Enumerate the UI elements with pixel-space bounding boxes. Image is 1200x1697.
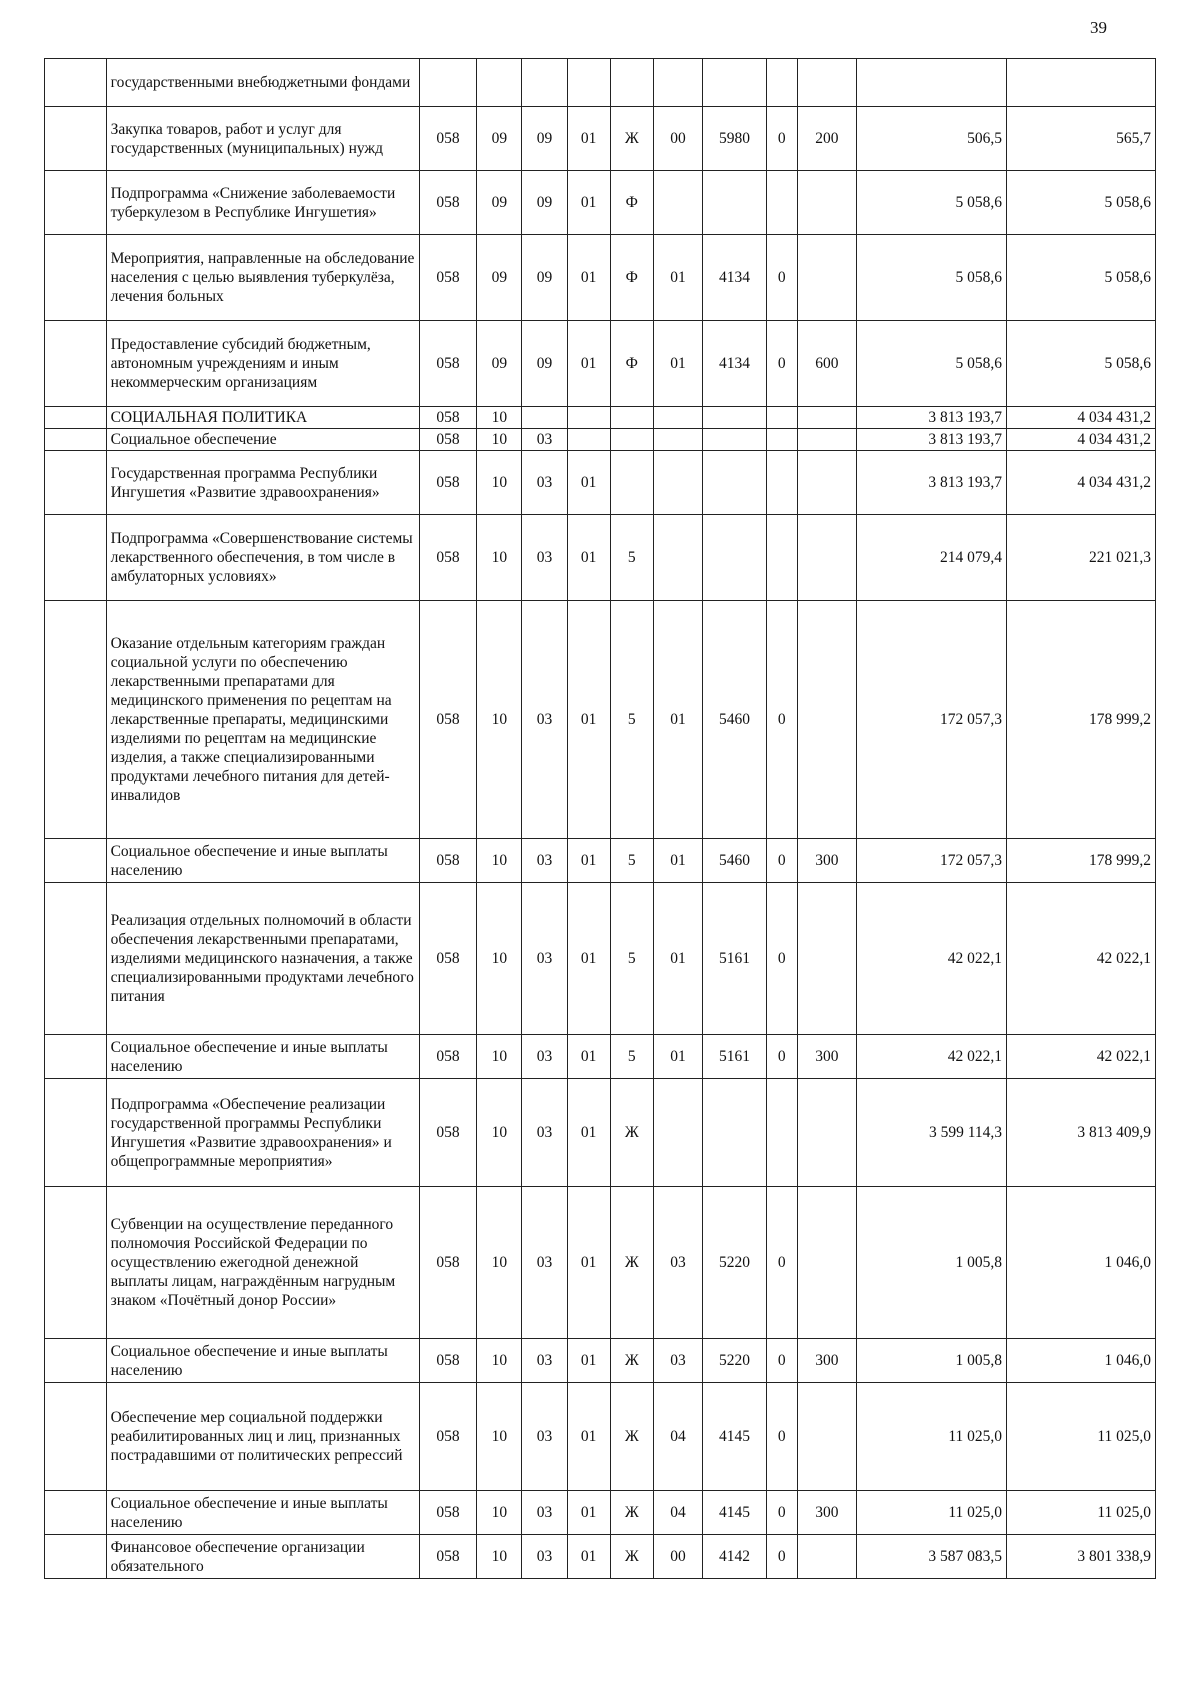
amount-year2-cell: 11 025,0 — [1007, 1383, 1156, 1491]
main-event-code-cell — [653, 1079, 702, 1187]
admin-code-cell: 058 — [419, 1491, 477, 1535]
item-name-cell: государственными внебюджетными фондами — [106, 59, 419, 107]
subprogram-code-cell: 5 — [610, 601, 653, 839]
admin-code-cell: 058 — [419, 235, 477, 321]
admin-code-cell: 058 — [419, 407, 477, 429]
section-code-cell: 10 — [477, 601, 522, 839]
amount-year1-cell: 3 599 114,3 — [857, 1079, 1007, 1187]
row-number-cell — [45, 171, 107, 235]
program-code-cell: 01 — [567, 451, 610, 515]
table-row — [45, 235, 1156, 321]
main-event-code-cell: 01 — [653, 839, 702, 883]
subprogram-code-cell — [610, 407, 653, 429]
program-code-cell: 01 — [567, 107, 610, 171]
program-code-cell: 01 — [567, 235, 610, 321]
table-row — [45, 321, 1156, 407]
direction-code-cell — [703, 515, 767, 601]
subsection-code-cell — [522, 407, 567, 429]
main-event-code-cell: 01 — [653, 1035, 702, 1079]
subsection-code-cell: 03 — [522, 429, 567, 451]
program-code-cell: 01 — [567, 1383, 610, 1491]
section-code-cell: 10 — [477, 1339, 522, 1383]
direction-code-cell: 4145 — [703, 1383, 767, 1491]
direction-code-cell: 5220 — [703, 1187, 767, 1339]
table-row — [45, 1491, 1156, 1535]
amount-year2-cell: 221 021,3 — [1007, 515, 1156, 601]
amount-year1-cell: 172 057,3 — [857, 601, 1007, 839]
expense-type-code-cell — [797, 883, 857, 1035]
main-event-code-cell: 01 — [653, 321, 702, 407]
item-name-cell: Закупка товаров, работ и услуг для государственных (муниципальных) нужд — [106, 107, 419, 171]
direction-code-cell — [703, 407, 767, 429]
admin-code-cell: 058 — [419, 321, 477, 407]
expense-type-code-cell: 600 — [797, 321, 857, 407]
admin-code-cell: 058 — [419, 883, 477, 1035]
admin-code-cell: 058 — [419, 171, 477, 235]
expense-type-code-cell — [797, 451, 857, 515]
row-number-cell — [45, 1383, 107, 1491]
subsection-code-cell: 03 — [522, 1339, 567, 1383]
direction-code-cell: 4145 — [703, 1491, 767, 1535]
amount-year2-cell: 178 999,2 — [1007, 839, 1156, 883]
section-code-cell: 09 — [477, 235, 522, 321]
main-event-code-cell: 03 — [653, 1339, 702, 1383]
admin-code-cell: 058 — [419, 515, 477, 601]
amount-year2-cell: 4 034 431,2 — [1007, 429, 1156, 451]
main-event-code-cell — [653, 59, 702, 107]
section-code-cell: 10 — [477, 1491, 522, 1535]
subsection-code-cell: 09 — [522, 171, 567, 235]
amount-year1-cell: 5 058,6 — [857, 235, 1007, 321]
subsection-code-cell: 03 — [522, 1491, 567, 1535]
table-row — [45, 107, 1156, 171]
section-code-cell: 10 — [477, 451, 522, 515]
subdirection-code-cell — [766, 1079, 797, 1187]
direction-code-cell: 5161 — [703, 883, 767, 1035]
amount-year1-cell: 3 813 193,7 — [857, 451, 1007, 515]
program-code-cell: 01 — [567, 601, 610, 839]
row-number-cell — [45, 515, 107, 601]
subprogram-code-cell: Ж — [610, 1079, 653, 1187]
row-number-cell — [45, 1035, 107, 1079]
item-name-cell: Государственная программа Республики Ингушетия «Развитие здравоохранения» — [106, 451, 419, 515]
main-event-code-cell — [653, 451, 702, 515]
subdirection-code-cell: 0 — [766, 1491, 797, 1535]
subprogram-code-cell: 5 — [610, 839, 653, 883]
main-event-code-cell — [653, 429, 702, 451]
subsection-code-cell: 03 — [522, 1035, 567, 1079]
expense-type-code-cell — [797, 407, 857, 429]
subprogram-code-cell — [610, 59, 653, 107]
expense-type-code-cell — [797, 235, 857, 321]
subdirection-code-cell: 0 — [766, 601, 797, 839]
subdirection-code-cell: 0 — [766, 1339, 797, 1383]
item-name-cell: Социальное обеспечение и иные выплаты населению — [106, 1491, 419, 1535]
amount-year2-cell: 3 801 338,9 — [1007, 1535, 1156, 1579]
amount-year1-cell: 5 058,6 — [857, 321, 1007, 407]
expense-type-code-cell — [797, 1079, 857, 1187]
subdirection-code-cell: 0 — [766, 321, 797, 407]
subprogram-code-cell: 5 — [610, 1035, 653, 1079]
row-number-cell — [45, 451, 107, 515]
amount-year1-cell: 42 022,1 — [857, 1035, 1007, 1079]
expense-type-code-cell: 200 — [797, 107, 857, 171]
subdirection-code-cell: 0 — [766, 883, 797, 1035]
subdirection-code-cell: 0 — [766, 107, 797, 171]
subdirection-code-cell: 0 — [766, 1383, 797, 1491]
amount-year2-cell: 5 058,6 — [1007, 171, 1156, 235]
subprogram-code-cell — [610, 451, 653, 515]
expense-type-code-cell: 300 — [797, 1339, 857, 1383]
direction-code-cell: 4142 — [703, 1535, 767, 1579]
amount-year2-cell: 178 999,2 — [1007, 601, 1156, 839]
main-event-code-cell: 04 — [653, 1491, 702, 1535]
admin-code-cell: 058 — [419, 429, 477, 451]
admin-code-cell: 058 — [419, 1535, 477, 1579]
program-code-cell: 01 — [567, 839, 610, 883]
subprogram-code-cell: 5 — [610, 515, 653, 601]
direction-code-cell: 5220 — [703, 1339, 767, 1383]
amount-year2-cell — [1007, 59, 1156, 107]
row-number-cell — [45, 601, 107, 839]
page-number: 39 — [1090, 18, 1107, 37]
subsection-code-cell: 09 — [522, 235, 567, 321]
item-name-cell: Оказание отдельным категориям граждан социальной услуги по обеспечению лекарственными препаратами для медицинского применения по рецептам на лекарственные препараты, медицинскими изделиями по рецептам на медицинские изделия, а также специализированными продуктами лечебного питания для детей-инвалидов — [106, 601, 419, 839]
subdirection-code-cell: 0 — [766, 839, 797, 883]
subsection-code-cell: 09 — [522, 321, 567, 407]
item-name-cell: Подпрограмма «Обеспечение реализации государственной программы Республики Ингушетия «Развитие здравоохранения» и общепрограммные мероприятия» — [106, 1079, 419, 1187]
section-code-cell: 10 — [477, 883, 522, 1035]
subdirection-code-cell — [766, 171, 797, 235]
subsection-code-cell: 03 — [522, 1187, 567, 1339]
expense-type-code-cell — [797, 601, 857, 839]
amount-year1-cell — [857, 59, 1007, 107]
table-row — [45, 59, 1156, 107]
amount-year2-cell: 3 813 409,9 — [1007, 1079, 1156, 1187]
amount-year2-cell: 4 034 431,2 — [1007, 407, 1156, 429]
subprogram-code-cell: Ж — [610, 1187, 653, 1339]
main-event-code-cell — [653, 515, 702, 601]
row-number-cell — [45, 1491, 107, 1535]
admin-code-cell: 058 — [419, 1339, 477, 1383]
direction-code-cell: 5980 — [703, 107, 767, 171]
section-code-cell: 10 — [477, 515, 522, 601]
subprogram-code-cell: Ж — [610, 1535, 653, 1579]
item-name-cell: Обеспечение мер социальной поддержки реабилитированных лиц и лиц, признанных пострадавшими от политических репрессий — [106, 1383, 419, 1491]
expense-type-code-cell — [797, 515, 857, 601]
subsection-code-cell: 03 — [522, 601, 567, 839]
program-code-cell: 01 — [567, 1491, 610, 1535]
direction-code-cell: 5460 — [703, 601, 767, 839]
table-row — [45, 429, 1156, 451]
table-row — [45, 883, 1156, 1035]
budget-table — [44, 58, 1156, 1579]
direction-code-cell — [703, 429, 767, 451]
section-code-cell: 09 — [477, 171, 522, 235]
expense-type-code-cell: 300 — [797, 1491, 857, 1535]
item-name-cell: Социальное обеспечение и иные выплаты населению — [106, 1035, 419, 1079]
admin-code-cell: 058 — [419, 107, 477, 171]
expense-type-code-cell — [797, 59, 857, 107]
amount-year2-cell: 5 058,6 — [1007, 321, 1156, 407]
subdirection-code-cell — [766, 429, 797, 451]
admin-code-cell: 058 — [419, 451, 477, 515]
subsection-code-cell: 09 — [522, 107, 567, 171]
main-event-code-cell: 03 — [653, 1187, 702, 1339]
direction-code-cell — [703, 171, 767, 235]
main-event-code-cell: 04 — [653, 1383, 702, 1491]
main-event-code-cell: 01 — [653, 601, 702, 839]
subprogram-code-cell — [610, 429, 653, 451]
admin-code-cell: 058 — [419, 1079, 477, 1187]
row-number-cell — [45, 1535, 107, 1579]
item-name-cell: Социальное обеспечение и иные выплаты населению — [106, 839, 419, 883]
amount-year2-cell: 5 058,6 — [1007, 235, 1156, 321]
amount-year1-cell: 3 813 193,7 — [857, 429, 1007, 451]
subprogram-code-cell: 5 — [610, 883, 653, 1035]
subsection-code-cell: 03 — [522, 451, 567, 515]
table-row — [45, 1035, 1156, 1079]
amount-year2-cell: 565,7 — [1007, 107, 1156, 171]
direction-code-cell: 4134 — [703, 321, 767, 407]
amount-year2-cell: 42 022,1 — [1007, 1035, 1156, 1079]
budget-table-body — [45, 59, 1156, 1579]
subdirection-code-cell — [766, 59, 797, 107]
expense-type-code-cell: 300 — [797, 1035, 857, 1079]
expense-type-code-cell: 300 — [797, 839, 857, 883]
item-name-cell: Субвенции на осуществление переданного полномочия Российской Федерации по осуществлению ежегодной денежной выплаты лицам, награждённым нагрудным знаком «Почётный донор России» — [106, 1187, 419, 1339]
subdirection-code-cell — [766, 407, 797, 429]
table-row — [45, 1187, 1156, 1339]
subdirection-code-cell: 0 — [766, 235, 797, 321]
item-name-cell: Реализация отдельных полномочий в области обеспечения лекарственными препаратами, изделиями медицинского назначения, а также специализированными продуктами лечебного питания — [106, 883, 419, 1035]
amount-year2-cell: 42 022,1 — [1007, 883, 1156, 1035]
subsection-code-cell: 03 — [522, 515, 567, 601]
admin-code-cell: 058 — [419, 1383, 477, 1491]
subprogram-code-cell: Ж — [610, 1339, 653, 1383]
amount-year1-cell: 1 005,8 — [857, 1187, 1007, 1339]
section-code-cell: 10 — [477, 1187, 522, 1339]
item-name-cell: Социальное обеспечение — [106, 429, 419, 451]
program-code-cell: 01 — [567, 321, 610, 407]
item-name-cell: Финансовое обеспечение организации обязательного — [106, 1535, 419, 1579]
row-number-cell — [45, 429, 107, 451]
row-number-cell — [45, 883, 107, 1035]
subsection-code-cell: 03 — [522, 1535, 567, 1579]
main-event-code-cell: 00 — [653, 1535, 702, 1579]
main-event-code-cell — [653, 407, 702, 429]
table-row — [45, 1079, 1156, 1187]
expense-type-code-cell — [797, 171, 857, 235]
row-number-cell — [45, 1339, 107, 1383]
amount-year2-cell: 1 046,0 — [1007, 1339, 1156, 1383]
item-name-cell: Мероприятия, направленные на обследование населения с целью выявления туберкулёза, лечения больных — [106, 235, 419, 321]
direction-code-cell — [703, 451, 767, 515]
direction-code-cell — [703, 59, 767, 107]
program-code-cell: 01 — [567, 1339, 610, 1383]
program-code-cell: 01 — [567, 1079, 610, 1187]
subdirection-code-cell — [766, 515, 797, 601]
subdirection-code-cell: 0 — [766, 1035, 797, 1079]
direction-code-cell: 5460 — [703, 839, 767, 883]
row-number-cell — [45, 1187, 107, 1339]
amount-year2-cell: 11 025,0 — [1007, 1491, 1156, 1535]
direction-code-cell: 4134 — [703, 235, 767, 321]
admin-code-cell: 058 — [419, 601, 477, 839]
main-event-code-cell: 01 — [653, 883, 702, 1035]
program-code-cell: 01 — [567, 1187, 610, 1339]
subprogram-code-cell: Ф — [610, 235, 653, 321]
amount-year1-cell: 5 058,6 — [857, 171, 1007, 235]
table-row — [45, 601, 1156, 839]
program-code-cell: 01 — [567, 1535, 610, 1579]
row-number-cell — [45, 107, 107, 171]
section-code-cell: 10 — [477, 1383, 522, 1491]
section-code-cell: 09 — [477, 107, 522, 171]
amount-year2-cell: 4 034 431,2 — [1007, 451, 1156, 515]
item-name-cell: Социальное обеспечение и иные выплаты населению — [106, 1339, 419, 1383]
subprogram-code-cell: Ф — [610, 321, 653, 407]
expense-type-code-cell — [797, 1383, 857, 1491]
section-code-cell: 10 — [477, 429, 522, 451]
table-row — [45, 1383, 1156, 1491]
amount-year1-cell: 172 057,3 — [857, 839, 1007, 883]
amount-year2-cell: 1 046,0 — [1007, 1187, 1156, 1339]
table-row — [45, 451, 1156, 515]
program-code-cell — [567, 429, 610, 451]
section-code-cell: 09 — [477, 321, 522, 407]
subdirection-code-cell — [766, 451, 797, 515]
amount-year1-cell: 11 025,0 — [857, 1491, 1007, 1535]
item-name-cell: Подпрограмма «Снижение заболеваемости туберкулезом в Республике Ингушетия» — [106, 171, 419, 235]
section-code-cell: 10 — [477, 839, 522, 883]
admin-code-cell: 058 — [419, 839, 477, 883]
section-code-cell: 10 — [477, 1535, 522, 1579]
program-code-cell: 01 — [567, 1035, 610, 1079]
row-number-cell — [45, 235, 107, 321]
item-name-cell: СОЦИАЛЬНАЯ ПОЛИТИКА — [106, 407, 419, 429]
subsection-code-cell — [522, 59, 567, 107]
section-code-cell: 10 — [477, 407, 522, 429]
direction-code-cell: 5161 — [703, 1035, 767, 1079]
amount-year1-cell: 1 005,8 — [857, 1339, 1007, 1383]
admin-code-cell: 058 — [419, 1035, 477, 1079]
main-event-code-cell: 01 — [653, 235, 702, 321]
program-code-cell: 01 — [567, 515, 610, 601]
subprogram-code-cell: Ж — [610, 1491, 653, 1535]
program-code-cell — [567, 407, 610, 429]
row-number-cell — [45, 839, 107, 883]
main-event-code-cell — [653, 171, 702, 235]
amount-year1-cell: 3 587 083,5 — [857, 1535, 1007, 1579]
table-row — [45, 1535, 1156, 1579]
row-number-cell — [45, 59, 107, 107]
subsection-code-cell: 03 — [522, 1079, 567, 1187]
item-name-cell: Предоставление субсидий бюджетным, автономным учреждениям и иным некоммерческим организациям — [106, 321, 419, 407]
amount-year1-cell: 3 813 193,7 — [857, 407, 1007, 429]
row-number-cell — [45, 321, 107, 407]
subdirection-code-cell: 0 — [766, 1535, 797, 1579]
amount-year1-cell: 42 022,1 — [857, 883, 1007, 1035]
amount-year1-cell: 506,5 — [857, 107, 1007, 171]
subprogram-code-cell: Ж — [610, 107, 653, 171]
table-row — [45, 171, 1156, 235]
table-row — [45, 839, 1156, 883]
subsection-code-cell: 03 — [522, 883, 567, 1035]
table-row — [45, 515, 1156, 601]
subprogram-code-cell: Ж — [610, 1383, 653, 1491]
admin-code-cell — [419, 59, 477, 107]
amount-year1-cell: 11 025,0 — [857, 1383, 1007, 1491]
subdirection-code-cell: 0 — [766, 1187, 797, 1339]
admin-code-cell: 058 — [419, 1187, 477, 1339]
row-number-cell — [45, 407, 107, 429]
expense-type-code-cell — [797, 429, 857, 451]
expense-type-code-cell — [797, 1187, 857, 1339]
table-row — [45, 407, 1156, 429]
expense-type-code-cell — [797, 1535, 857, 1579]
item-name-cell: Подпрограмма «Совершенствование системы лекарственного обеспечения, в том числе в амбулаторных условиях» — [106, 515, 419, 601]
subsection-code-cell: 03 — [522, 839, 567, 883]
section-code-cell — [477, 59, 522, 107]
subprogram-code-cell: Ф — [610, 171, 653, 235]
amount-year1-cell: 214 079,4 — [857, 515, 1007, 601]
table-row — [45, 1339, 1156, 1383]
program-code-cell: 01 — [567, 883, 610, 1035]
main-event-code-cell: 00 — [653, 107, 702, 171]
section-code-cell: 10 — [477, 1079, 522, 1187]
row-number-cell — [45, 1079, 107, 1187]
program-code-cell: 01 — [567, 171, 610, 235]
subsection-code-cell: 03 — [522, 1383, 567, 1491]
direction-code-cell — [703, 1079, 767, 1187]
program-code-cell — [567, 59, 610, 107]
section-code-cell: 10 — [477, 1035, 522, 1079]
